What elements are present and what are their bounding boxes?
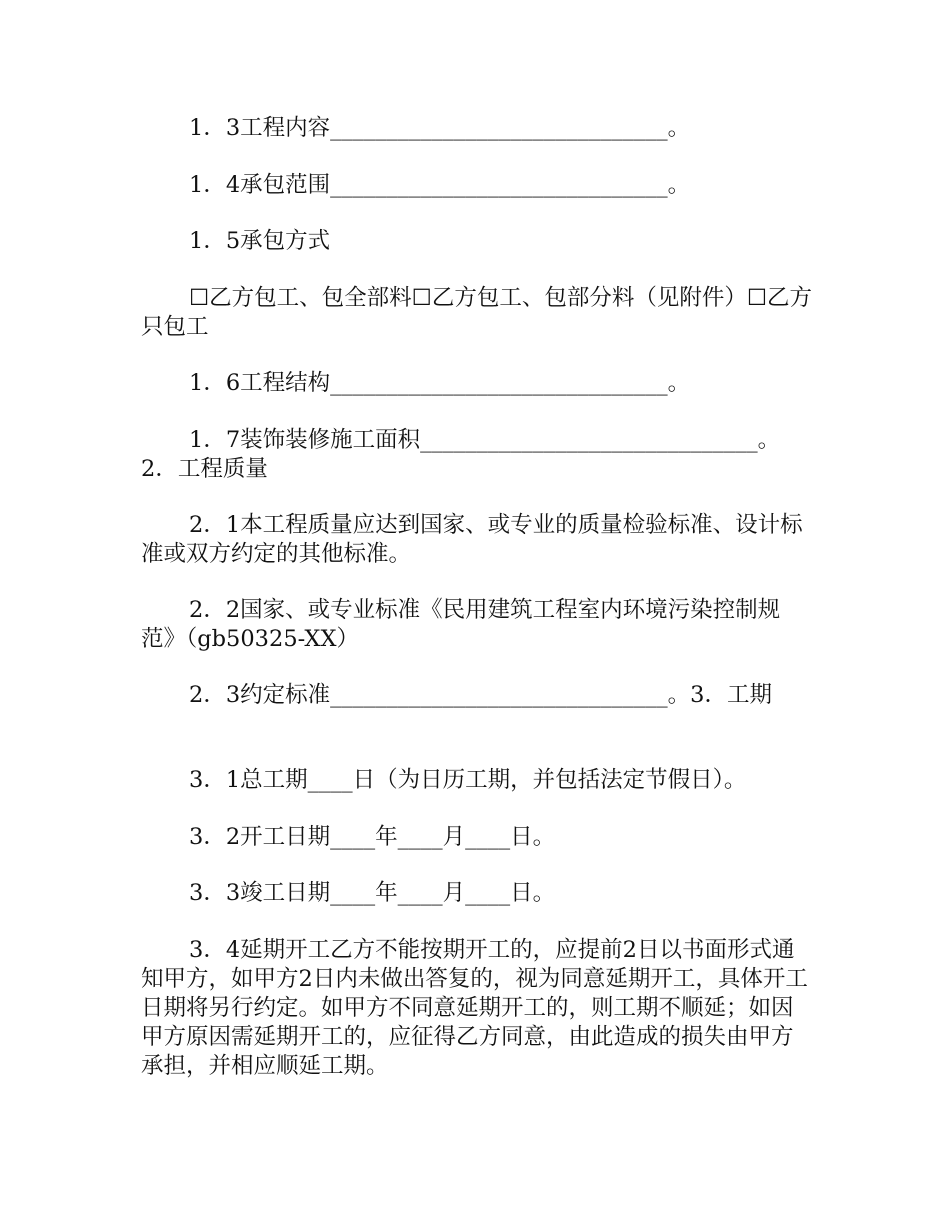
clause-2-1-quality-standard: 2．1本工程质量应达到国家、或专业的质量检验标准、设计标准或双方约定的其他标准。 xyxy=(141,512,803,567)
clause-3-3-completion-date: 3．3竣工日期____年____月____日。 xyxy=(189,880,556,906)
clause-3-4-delayed-start: 3．4延期开工乙方不能按期开工的，应提前2日以书面形式通知甲方，如甲方2日内未做出答复的，视为同意延期开工，具体开工日期将另行约定。如甲方不同意延期开工的，则工期不顺延；如因甲方原因需延期开工的，应征得乙方同意，由此造成的损失由甲方承担，并相应顺延工期。 xyxy=(141,937,808,1079)
clause-1-3-project-content: 1．3工程内容______________________________。 xyxy=(189,115,691,141)
clause-2-3-agreed-standard: 2．3约定标准______________________________。3．工期 xyxy=(189,682,772,708)
clause-3-2-start-date: 3．2开工日期____年____月____日。 xyxy=(189,824,556,850)
clause-3-1-total-period: 3．1总工期____日（为日历工期，并包括法定节假日）。 xyxy=(189,767,747,793)
clause-1-5-options: ☐乙方包工、包全部料☐乙方包工、包部分料（见附件）☐乙方只包工 xyxy=(141,285,813,340)
clause-1-5-contract-method: 1．5承包方式 xyxy=(189,228,331,254)
clause-1-4-contract-scope: 1．4承包范围______________________________。 xyxy=(189,172,691,198)
clause-1-7-construction-area: 1．7装饰装修施工面积______________________________。2．工程质量 xyxy=(141,427,781,482)
clause-2-2-national-standard: 2．2国家、或专业标准《民用建筑工程室内环境污染控制规范》（gb50325-XX） xyxy=(141,597,781,652)
clause-1-6-project-structure: 1．6工程结构______________________________。 xyxy=(189,370,691,396)
